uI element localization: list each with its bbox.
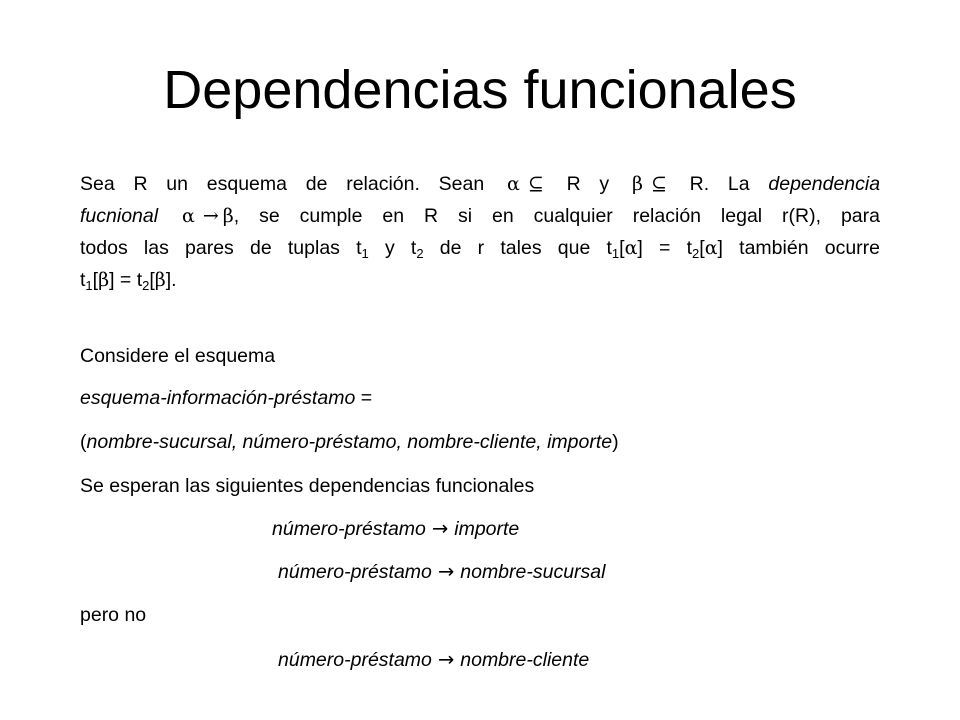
schema-attributes: nombre-sucursal, número-préstamo, nombre-cliente, importe xyxy=(86,431,613,453)
definition-line-2 xyxy=(80,200,880,232)
text-y-t: y t xyxy=(384,237,417,259)
fd-rhs: importe xyxy=(454,518,520,540)
text-tambien-ocurre: ] también ocurre xyxy=(717,237,881,259)
term-funcional: fucnional xyxy=(80,205,159,227)
bracket-open: [ xyxy=(149,269,155,291)
text-t: t xyxy=(80,269,86,291)
alpha-symbol: α xyxy=(624,237,638,259)
beta-symbol: β xyxy=(98,269,110,291)
functional-dependency-3 xyxy=(278,646,589,674)
text-todos-las-pares: todos las pares de tuplas t xyxy=(80,237,362,259)
paren-open: ( xyxy=(80,431,87,453)
subscript-1: 1 xyxy=(611,246,620,261)
functional-dependency-1 xyxy=(272,515,519,543)
text-eq-t: ] = t xyxy=(109,269,143,291)
alpha-symbol: α xyxy=(704,237,718,259)
subscript-1: 1 xyxy=(85,278,93,293)
equals-sign: = xyxy=(360,387,373,409)
fd-lhs: número-préstamo xyxy=(278,561,432,583)
definition-line-3 xyxy=(80,232,880,264)
text-end: ]. xyxy=(165,269,177,291)
functional-dependency-2 xyxy=(278,558,605,586)
text-de-r-tales: de r tales que t xyxy=(439,237,612,259)
beta-symbol: β xyxy=(222,205,234,227)
fd-lhs: número-préstamo xyxy=(272,518,426,540)
arrow-icon: → xyxy=(431,517,449,540)
bracket-open: [ xyxy=(92,269,99,291)
text-r-la: R. La xyxy=(689,173,750,195)
text-se-cumple: , se cumple en R si en cualquier relación legal r(R), para xyxy=(233,205,880,227)
paren-close: ) xyxy=(612,431,619,453)
schema-name: esquema-información-préstamo xyxy=(80,387,356,409)
alpha-symbol: α xyxy=(507,173,520,195)
fd-rhs: nombre-sucursal xyxy=(460,561,606,583)
text-eq-t: ] = t xyxy=(637,237,693,259)
definition-line-4 xyxy=(80,264,880,296)
beta-symbol: β xyxy=(154,269,166,291)
subscript-1: 1 xyxy=(361,246,369,261)
bracket-open: [ xyxy=(619,237,625,259)
term-dependencia: dependencia xyxy=(768,173,881,195)
se-esperan-line: Se esperan las siguientes dependencias funcionales xyxy=(80,475,535,497)
subscript-2: 2 xyxy=(692,246,700,261)
considere-line: Considere el esquema xyxy=(80,345,276,367)
bracket-open: [ xyxy=(699,237,705,259)
fd-lhs: número-préstamo xyxy=(278,649,432,671)
schema-attributes-line xyxy=(80,428,619,456)
beta-symbol: β xyxy=(631,173,643,195)
text-sea-r: Sea R un esquema de relación. Sean xyxy=(80,173,485,195)
text-r-y: R y xyxy=(566,173,610,195)
subscript-2: 2 xyxy=(142,278,150,293)
arrow-symbol: → xyxy=(202,205,219,227)
subseteq-symbol: ⊆ xyxy=(527,173,544,195)
arrow-icon: → xyxy=(437,648,455,671)
subseteq-symbol: ⊆ xyxy=(650,173,667,195)
definition-paragraph xyxy=(80,168,880,296)
schema-name-line xyxy=(80,384,372,412)
pero-no-line: pero no xyxy=(80,604,147,626)
alpha-symbol: α xyxy=(182,205,195,227)
arrow-icon: → xyxy=(437,560,455,583)
subscript-2: 2 xyxy=(416,246,424,261)
slide-title: Dependencias funcionales xyxy=(163,60,797,120)
definition-line-1 xyxy=(80,168,880,200)
fd-rhs: nombre-cliente xyxy=(460,649,590,671)
